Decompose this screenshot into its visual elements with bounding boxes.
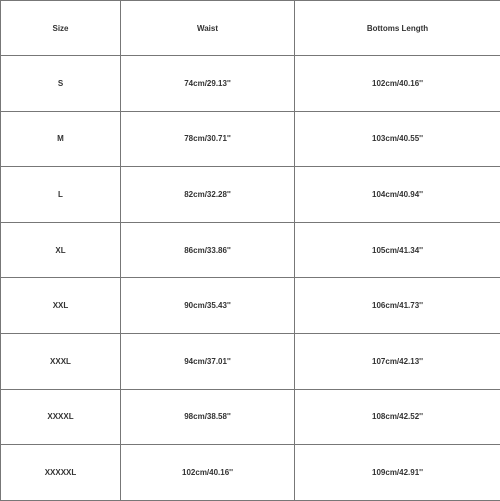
header-size: Size: [1, 1, 121, 56]
cell-size: XXXXXL: [1, 445, 121, 501]
cell-size: XL: [1, 222, 121, 278]
table-row: [1, 56, 500, 112]
table-row: [1, 222, 500, 278]
cell-size: XXXL: [1, 333, 121, 389]
table-row: [1, 111, 500, 167]
cell-size: XXXXL: [1, 389, 121, 445]
table-row: [1, 445, 500, 501]
cell-bottoms-length: 105cm/41.34'': [295, 222, 500, 278]
cell-bottoms-length: 107cm/42.13'': [295, 333, 500, 389]
cell-waist: 102cm/40.16'': [121, 445, 295, 501]
cell-bottoms-length: 106cm/41.73'': [295, 278, 500, 334]
table-row: [1, 278, 500, 334]
cell-bottoms-length: 104cm/40.94'': [295, 167, 500, 223]
cell-waist: 90cm/35.43'': [121, 278, 295, 334]
cell-waist: 98cm/38.58'': [121, 389, 295, 445]
cell-waist: 82cm/32.28'': [121, 167, 295, 223]
header-bottoms-length: Bottoms Length: [295, 1, 500, 56]
cell-size: S: [1, 56, 121, 112]
cell-bottoms-length: 108cm/42.52'': [295, 389, 500, 445]
cell-bottoms-length: 109cm/42.91'': [295, 445, 500, 501]
cell-size: XXL: [1, 278, 121, 334]
cell-waist: 74cm/29.13'': [121, 56, 295, 112]
cell-waist: 86cm/33.86'': [121, 222, 295, 278]
cell-bottoms-length: 102cm/40.16'': [295, 56, 500, 112]
cell-size: L: [1, 167, 121, 223]
cell-size: M: [1, 111, 121, 167]
table-row: [1, 167, 500, 223]
table-row: [1, 333, 500, 389]
cell-waist: 78cm/30.71'': [121, 111, 295, 167]
header-waist: Waist: [121, 1, 295, 56]
cell-bottoms-length: 103cm/40.55'': [295, 111, 500, 167]
table-header-row: [1, 1, 500, 56]
table-row: [1, 389, 500, 445]
cell-waist: 94cm/37.01'': [121, 333, 295, 389]
